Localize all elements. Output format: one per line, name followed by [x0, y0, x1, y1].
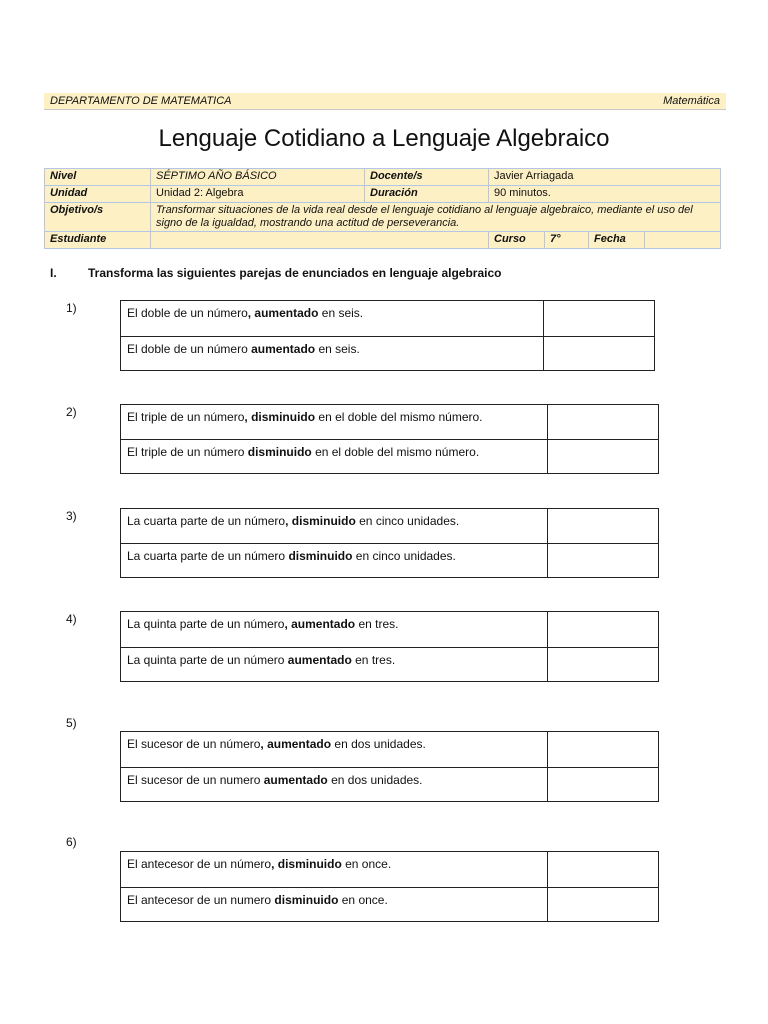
question-box-2 [120, 404, 659, 474]
question-row [121, 301, 654, 336]
docente-value: Javier Arriagada [489, 169, 721, 186]
answer-cell[interactable] [547, 648, 658, 682]
question-row [121, 647, 658, 682]
answer-cell[interactable] [547, 732, 658, 767]
objetivo-label: Objetivo/s [45, 203, 151, 232]
question-box-3 [120, 508, 659, 578]
question-row [121, 439, 658, 473]
instruction [50, 266, 501, 280]
unidad-label: Unidad [45, 186, 151, 203]
question-row [121, 543, 658, 577]
question-row [121, 612, 658, 647]
duracion-value: 90 minutos. [489, 186, 721, 203]
question-row [121, 852, 658, 887]
question-row [121, 405, 658, 439]
question-row [121, 767, 658, 802]
answer-cell[interactable] [547, 544, 658, 577]
statement-text: La quinta parte de un número, aumentado en tres. [127, 617, 399, 631]
question-row [121, 887, 658, 922]
answer-cell[interactable] [547, 888, 658, 922]
docente-label: Docente/s [365, 169, 489, 186]
estudiante-label: Estudiante [45, 232, 151, 249]
curso-label: Curso [489, 232, 545, 249]
subject-name: Matemática [663, 95, 720, 107]
question-row [121, 509, 658, 543]
statement-text: El antecesor de un numero disminuido en once. [127, 892, 388, 907]
page-title: Lenguaje Cotidiano a Lenguaje Algebraico [158, 125, 610, 152]
answer-cell[interactable] [547, 509, 658, 543]
info-row-nivel [45, 169, 721, 186]
statement-text: El sucesor de un número, aumentado en dos unidades. [127, 737, 426, 751]
statement-text: El doble de un número aumentado en seis. [127, 341, 360, 356]
question-box-6 [120, 851, 659, 922]
department-name: DEPARTAMENTO DE MATEMATICA [50, 95, 232, 107]
answer-cell[interactable] [547, 612, 658, 647]
statement-text: El triple de un número disminuido en el doble del mismo número. [127, 445, 480, 459]
info-row-objetivo [45, 203, 721, 232]
question-number: 1) [66, 301, 77, 315]
curso-value: 7° [545, 232, 589, 249]
question-box-4 [120, 611, 659, 682]
objetivo-value: Transformar situaciones de la vida real desde el lenguaje cotidiano al lenguaje algebraico, mediante el uso del signo de la igualdad, mostrando una actitud de perseverancia. [151, 203, 721, 232]
question-number: 4) [66, 612, 77, 626]
answer-cell[interactable] [547, 768, 658, 802]
answer-cell[interactable] [543, 301, 654, 336]
question-box-5 [120, 731, 659, 802]
answer-cell[interactable] [547, 405, 658, 439]
statement-text: La quinta parte de un número aumentado en tres. [127, 652, 396, 667]
instruction-number: I. [50, 266, 57, 280]
answer-cell[interactable] [543, 337, 654, 371]
info-table [44, 168, 721, 249]
statement-text: El antecesor de un número, disminuido en once. [127, 857, 392, 871]
answer-cell[interactable] [547, 440, 658, 473]
info-row-unidad [45, 186, 721, 203]
statement-text: La cuarta parte de un número, disminuido en cinco unidades. [127, 514, 460, 528]
question-number: 3) [66, 509, 77, 523]
department-header-bar [44, 93, 726, 110]
nivel-label: Nivel [45, 169, 151, 186]
question-row [121, 732, 658, 767]
question-number: 5) [66, 716, 77, 730]
unidad-value: Unidad 2: Algebra [151, 186, 365, 203]
question-row [121, 336, 654, 371]
duracion-label: Duración [365, 186, 489, 203]
estudiante-field[interactable] [151, 232, 489, 249]
statement-text: El doble de un número, aumentado en seis. [127, 306, 364, 320]
statement-text: El sucesor de un numero aumentado en dos unidades. [127, 772, 423, 787]
instruction-text: Transforma las siguientes parejas de enunciados en lenguaje algebraico [88, 266, 502, 280]
answer-cell[interactable] [547, 852, 658, 887]
fecha-field[interactable] [645, 232, 721, 249]
info-row-estudiante [45, 232, 721, 249]
question-number: 6) [66, 835, 77, 849]
statement-text: El triple de un número, disminuido en el doble del mismo número. [127, 410, 483, 424]
question-number: 2) [66, 405, 77, 419]
question-box-1 [120, 300, 655, 371]
fecha-label: Fecha [589, 232, 645, 249]
nivel-value: SÉPTIMO AÑO BÁSICO [151, 169, 365, 186]
statement-text: La cuarta parte de un número disminuido en cinco unidades. [127, 549, 456, 563]
